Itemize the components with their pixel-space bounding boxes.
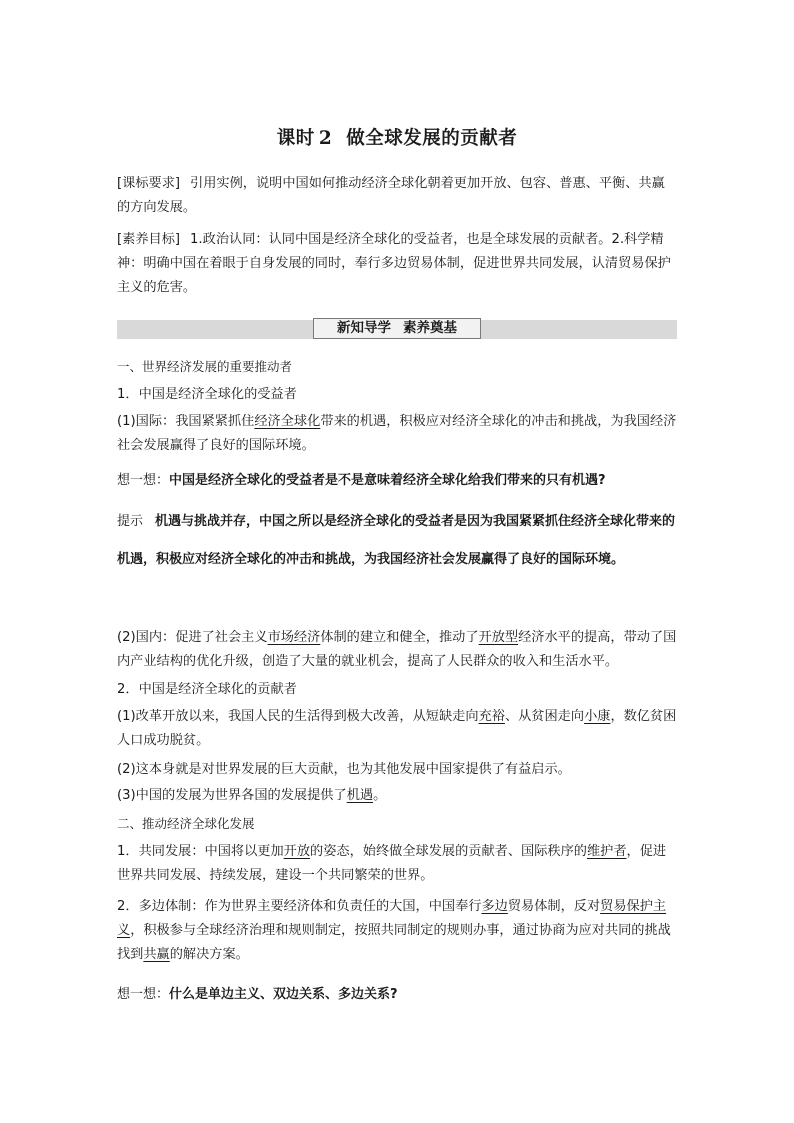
section2-heading: 二、推动经济全球化发展 <box>117 816 255 831</box>
underlined-term: 充裕 <box>478 709 505 724</box>
text-run: ，积极参与全球经济治理和规则制定，按照共同制定的规则办事，通过协商为应对共同的挑战找到 <box>117 923 671 962</box>
lesson-number: 2 <box>318 128 333 149</box>
banner-left: 新知导学 <box>337 320 391 336</box>
text-run: 带来的机遇，积极应对经济全球化的冲击和挑战，为我国经济社会发展赢得了良好的国际环境。 <box>117 414 677 453</box>
text-run: 、从贫困走向 <box>504 709 585 724</box>
text-run: 2．多边体制：作为世界主要经济体和负责任的大国，中国奉行 <box>117 899 482 914</box>
section1-p4: (2)这本身就是对世界发展的巨大贡献，也为其他发展中国家提供了有益启示。 <box>117 762 571 777</box>
underlined-term: 市场经济 <box>267 630 321 645</box>
think-label: 想一想： <box>117 987 170 1002</box>
goals-tag: [素养目标] <box>117 232 181 247</box>
section1-sub2: 2．中国是经济全球化的贡献者 <box>117 682 297 697</box>
text-run: 1．共同发展：中国将以更加 <box>117 844 284 859</box>
text-run: 的解决方案。 <box>169 947 249 962</box>
think-label: 想一想： <box>117 473 170 488</box>
section1-p3 <box>117 705 677 753</box>
underlined-term: 维护者 <box>586 844 627 859</box>
underlined-term: 贸易保护主义 <box>117 899 667 938</box>
underlined-term: 开放型 <box>478 630 519 645</box>
lesson-title-text: 做全球发展的贡献者 <box>346 128 518 149</box>
requirements-text: 引用实例，说明中国如何推动经济全球化朝着更加开放、包容、普惠、平衡、共赢的方向发展。 <box>117 176 665 215</box>
section-banner <box>313 318 481 339</box>
text-run: 经济水平的提高，带动了国内产业结构的优化升级，创造了大量的就业机会，提高了人民群众的收入和生活水平。 <box>117 630 677 669</box>
text-run: ，数亿贫困人口成功脱贫。 <box>117 709 677 748</box>
hint-label: 提示 <box>117 514 144 529</box>
think-question-text: 什么是单边主义、双边关系、多边关系? <box>169 987 398 1002</box>
section1-p2 <box>117 626 677 674</box>
banner-right: 素养奠基 <box>403 320 457 336</box>
think-question-text: 中国是经济全球化的受益者是不是意味着经济全球化给我们带来的只有机遇? <box>169 473 606 488</box>
lesson-title-prefix: 课时 <box>276 128 315 149</box>
underlined-term: 开放 <box>283 844 311 859</box>
text-run: ，促进世界共同发展、持续发展，建设一个共同繁荣的世界。 <box>117 844 667 883</box>
think-question-1 <box>117 469 677 493</box>
lesson-title <box>117 124 677 150</box>
underlined-term: 多边 <box>481 899 508 914</box>
text-run: (3)中国的发展为世界各国的发展提供了 <box>117 788 347 803</box>
goals-text: 1.政治认同：认同中国是经济全球化的受益者，也是全球发展的贡献者。2.科学精神：明确中国在着眼于自身发展的同时，奉行多边贸易体制，促进世界共同发展，认清贸易保护主义的危害。 <box>117 232 671 295</box>
section1-p5 <box>117 784 677 808</box>
underlined-term: 小康 <box>584 709 611 724</box>
text-run: 贸易体制，反对 <box>507 899 601 914</box>
text-run: 。 <box>373 788 387 803</box>
underlined-term: 机遇 <box>346 788 374 803</box>
text-run: (2)国内：促进了社会主义 <box>117 630 268 645</box>
section1-p1 <box>117 410 677 458</box>
underlined-term: 共赢 <box>143 947 170 962</box>
text-run: 的姿态，始终做全球发展的贡献者、国际秩序的 <box>310 844 587 859</box>
text-run: (1)国际：我国紧紧抓住 <box>117 414 255 429</box>
section2-p1 <box>117 840 677 888</box>
section1-heading: 一、世界经济发展的重要推动者 <box>117 359 293 374</box>
hint-paragraph <box>117 503 677 579</box>
requirements-tag: [课标要求] <box>117 176 181 191</box>
section1-sub1: 1．中国是经济全球化的受益者 <box>117 387 297 402</box>
goals-paragraph <box>117 228 677 300</box>
think-question-2 <box>117 983 677 1007</box>
hint-text: 机遇与挑战并存，中国之所以是经济全球化的受益者是因为我国紧紧抓住经济全球化带来的机遇，积极应对经济全球化的冲击和挑战，为我国经济社会发展赢得了良好的国际环境。 <box>117 514 676 567</box>
text-run: (1)改革开放以来，我国人民的生活得到极大改善，从短缺走向 <box>117 709 479 724</box>
requirements-paragraph <box>117 172 677 220</box>
section2-p2 <box>117 895 677 967</box>
underlined-term: 经济全球化 <box>254 414 321 429</box>
text-run: 体制的建立和健全，推动了 <box>320 630 479 645</box>
